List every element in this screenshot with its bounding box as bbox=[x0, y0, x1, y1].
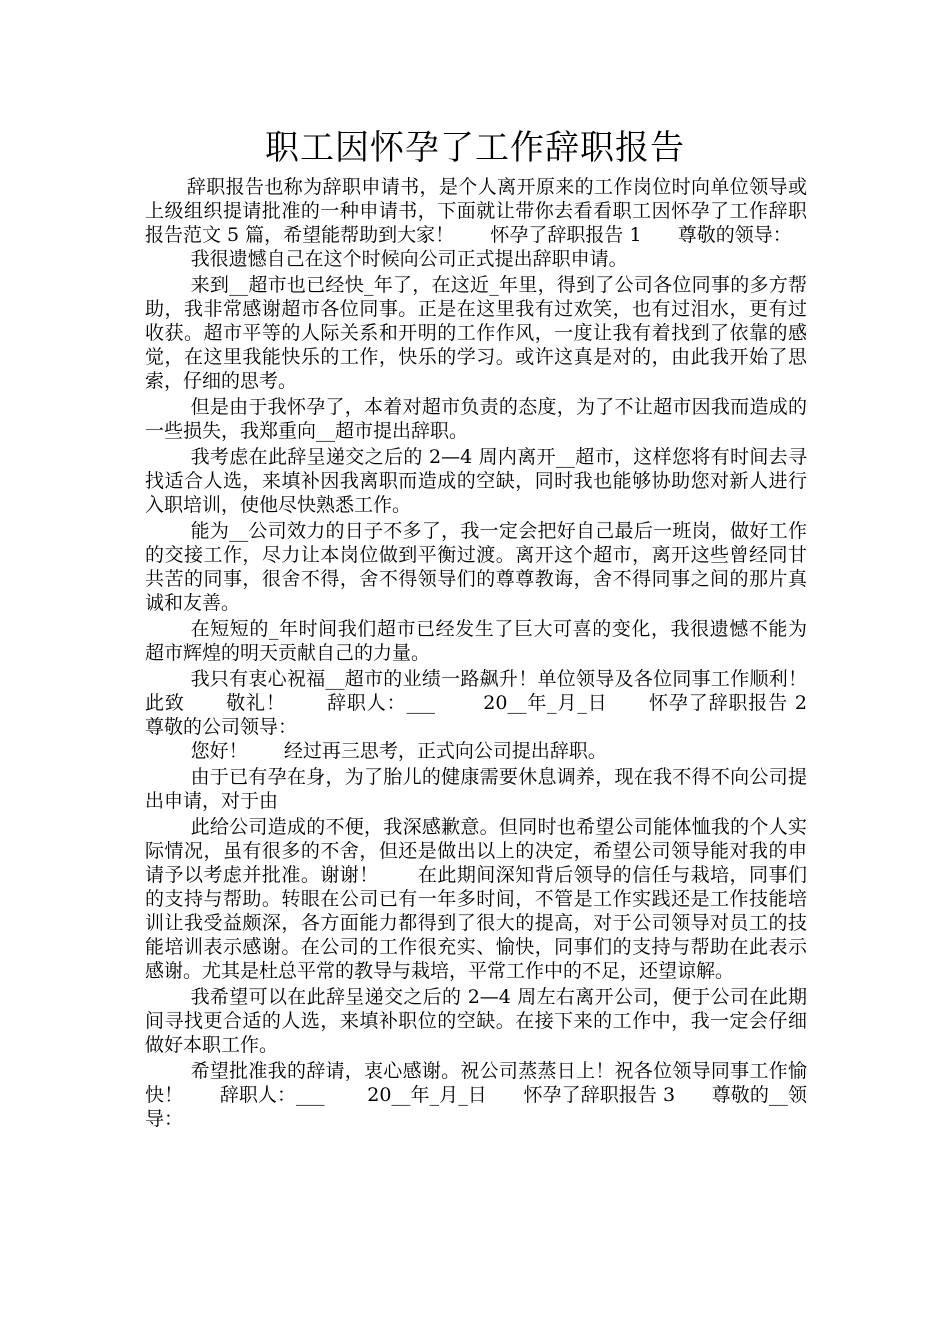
paragraph: 能为__公司效力的日子不多了，我一定会把好自己最后一班岗，做好工作的交接工作，尽力让本岗位做到平衡过渡。离开这个超市，离开这些曾经同甘共苦的同事，很舍不得，舍不得领导们的尊尊教诲，舍不得同事之间的那片真诚和友善。 bbox=[145, 520, 807, 614]
paragraph: 我考虑在此辞呈递交之后的 2—4 周内离开__超市，这样您将有时间去寻找适合人选，来填补因我离职而造成的空缺，同时我也能够协助您对新人进行入职培训，使他尽快熟悉工作。 bbox=[145, 446, 807, 516]
paragraph: 来到__超市也已经快_年了，在这近_年里，得到了公司各位同事的多方帮助，我非常感谢超市各位同事。正是在这里我有过欢笑，也有过泪水，更有过收获。超市平等的人际关系和开明的工作作风，一度让我有着找到了依靠的感觉，在这里我能快乐的工作，快乐的学习。或许这真是对的，由此我开始了思索，仔细的思考。 bbox=[145, 274, 807, 392]
paragraph: 希望批准我的辞请，衷心感谢。祝公司蒸蒸日上！祝各位领导同事工作愉快！ 辞职人：___ 20__年_月_日 怀孕了辞职报告 3 尊敬的__领导： bbox=[145, 1060, 807, 1130]
paragraph: 我只有衷心祝福__超市的业绩一路飙升！单位领导及各位同事工作顺利！ 此致 敬礼！ 辞职人：___ 20__年_月_日 怀孕了辞职报告 2 尊敬的公司领导： bbox=[145, 668, 844, 738]
paragraph: 但是由于我怀孕了，本着对超市负责的态度，为了不让超市因我而造成的一些损失，我郑重向__超市提出辞职。 bbox=[145, 396, 807, 442]
paragraph: 您好！ 经过再三思考，正式向公司提出辞职。 bbox=[190, 740, 607, 762]
paragraph-intro: 辞职报告也称为辞职申请书，是个人离开原来的工作岗位时向单位领导或上级组织提请批准的一种申请书，下面就让带你去看看职工因怀孕了工作辞职报告范文 5 篇，希望能帮助到大家！ 怀孕了辞职报告 1 尊敬的领导： bbox=[145, 176, 807, 246]
paragraph: 在短短的_年时间我们超市已经发生了巨大可喜的变化，我很遗憾不能为超市辉煌的明天贡献自己的力量。 bbox=[145, 618, 807, 664]
document-title: 职工因怀孕了工作辞职报告 bbox=[265, 128, 685, 168]
paragraph: 我很遗憾自己在这个时候向公司正式提出辞职申请。 bbox=[190, 248, 628, 270]
paragraph: 我希望可以在此辞呈递交之后的 2—4 周左右离开公司，便于公司在此期间寻找更合适的人选，来填补职位的空缺。在接下来的工作中，我一定会仔细做好本职工作。 bbox=[145, 986, 807, 1056]
paragraph: 此给公司造成的不便，我深感歉意。但同时也希望公司能体恤我的个人实际情况，虽有很多的不舍，但还是做出以上的决定，希望公司领导能对我的申请予以考虑并批准。谢谢！ 在此期间深知背后领导的信任与栽培，同事们的支持与帮助。转眼在公司已有一年多时间，不管是工作实践还是工作技能培训让我受益颇深，各方面能力都得到了很大的提高，对于公司领导对员工的技能培训表示感谢。在公司的工作很充实、愉快，同事们的支持与帮助在此表示感谢。尤其是杜总平常的教导与栽培，平常工作中的不足，还望谅解。 bbox=[145, 816, 807, 982]
document-body bbox=[145, 175, 844, 1131]
paragraph: 由于已有孕在身，为了胎儿的健康需要休息调养，现在我不得不向公司提出申请，对于由 bbox=[145, 766, 807, 812]
